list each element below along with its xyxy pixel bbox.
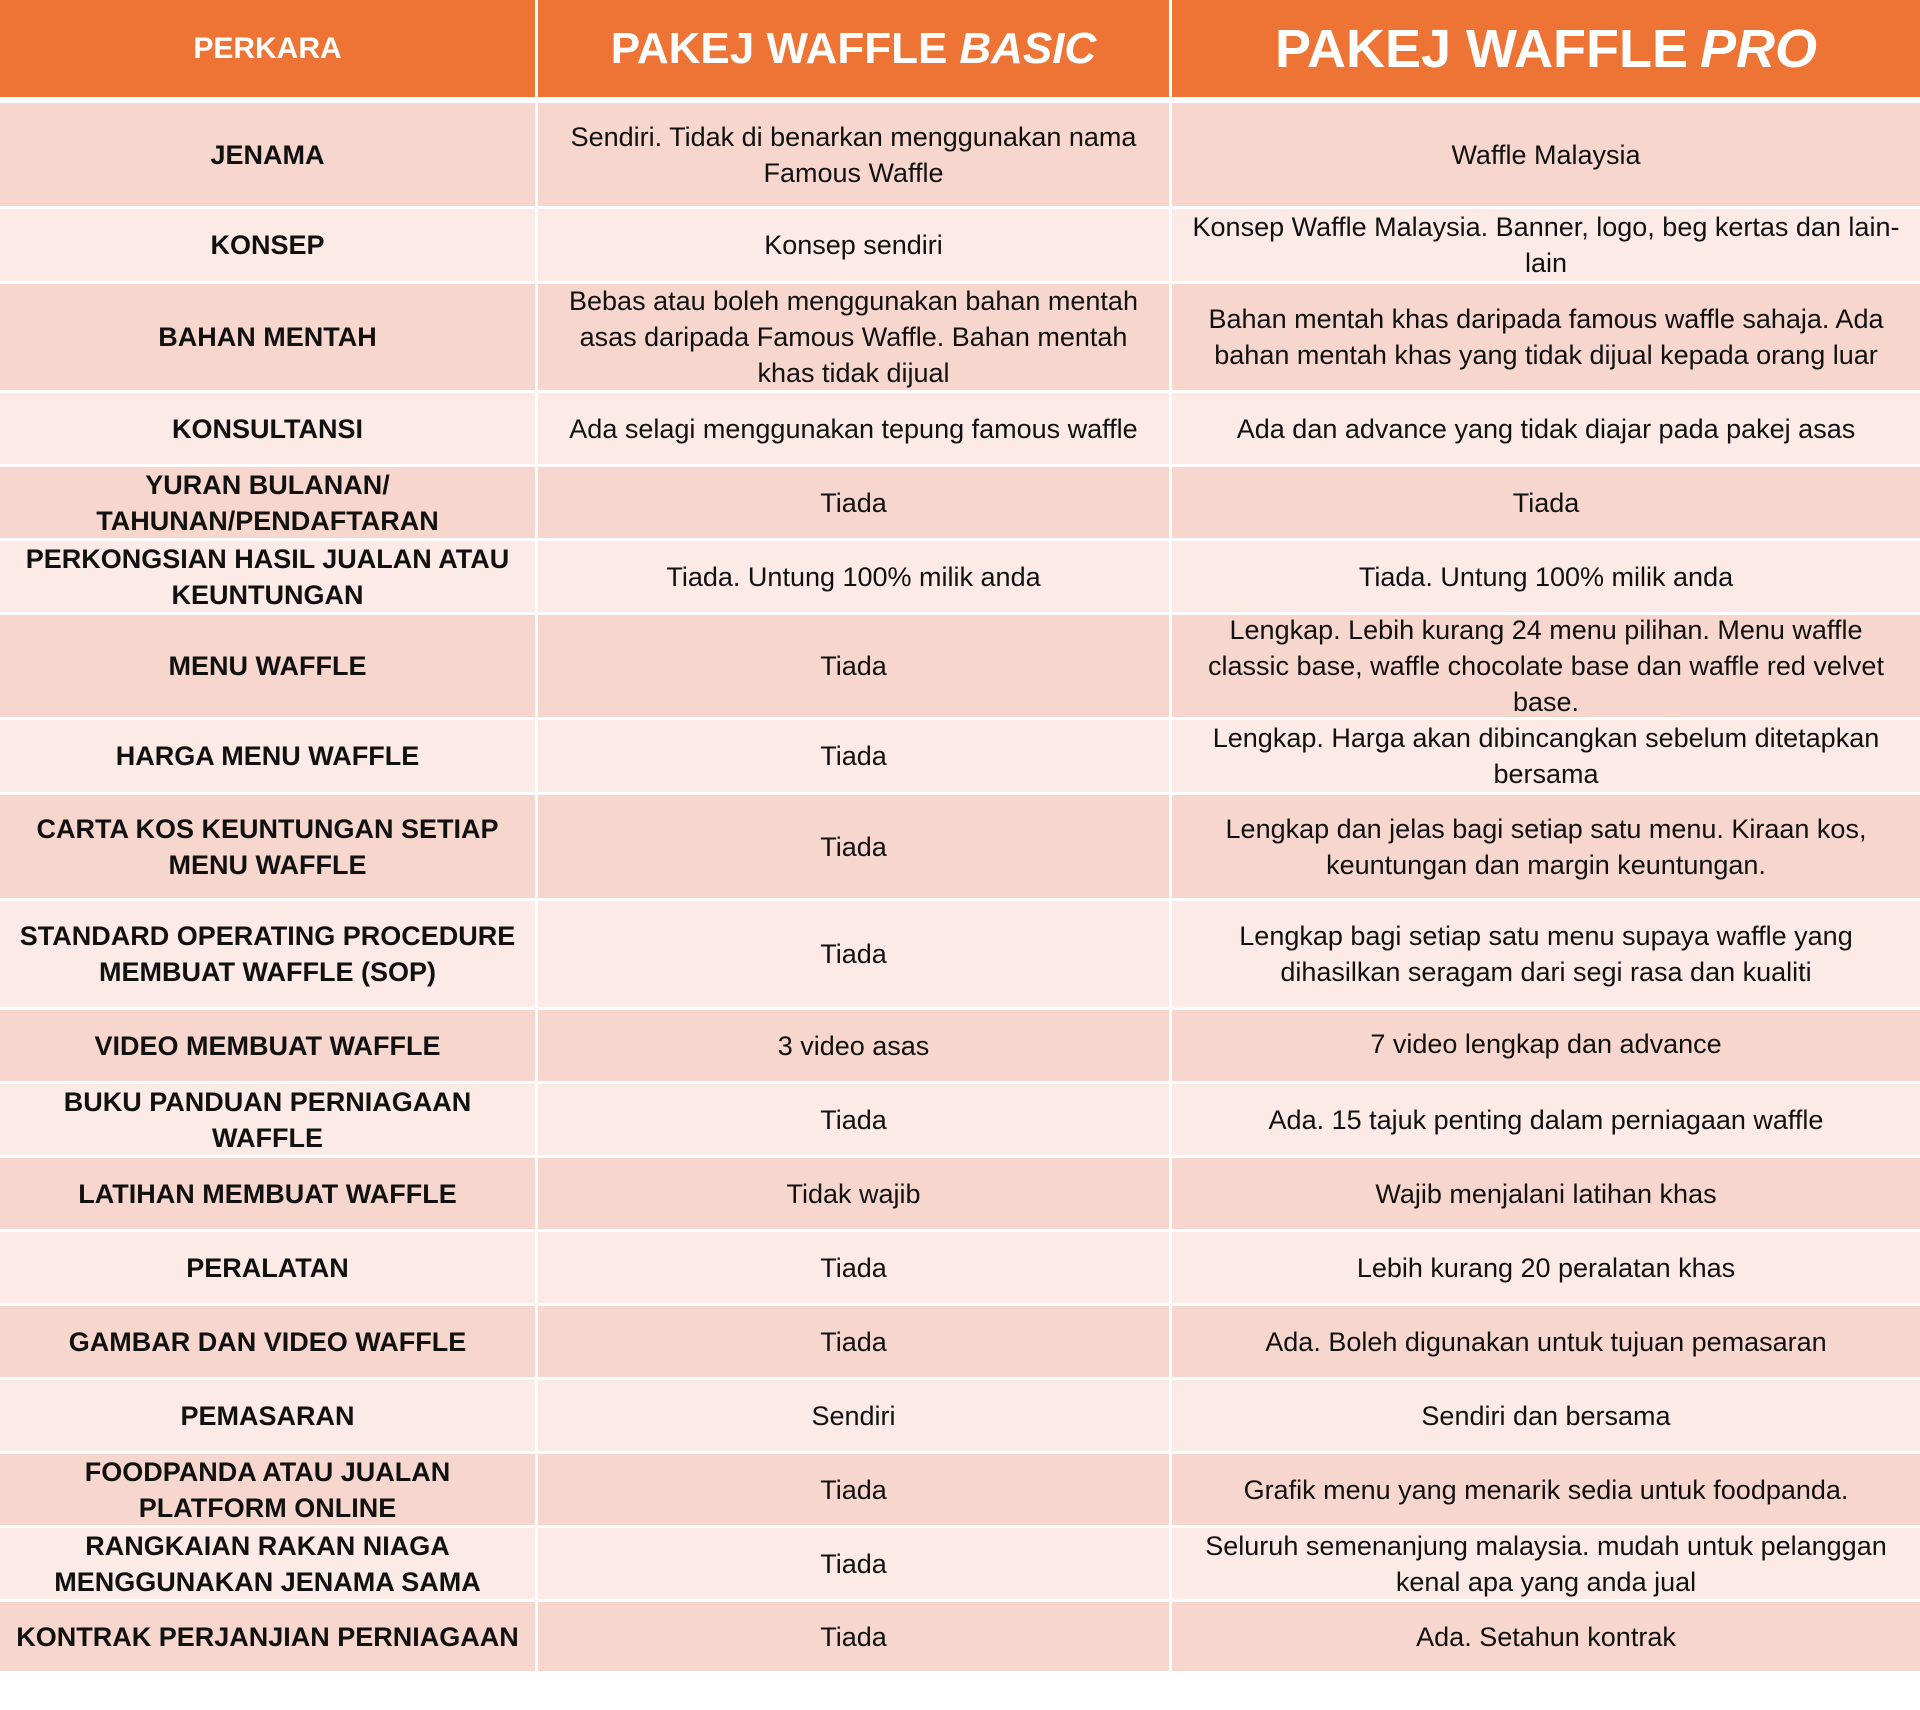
row-item: BUKU PANDUAN PERNIAGAAN WAFFLE xyxy=(0,1084,538,1155)
row-basic-value: Ada selagi menggunakan tepung famous waffle xyxy=(538,393,1172,464)
row-item: LATIHAN MEMBUAT WAFFLE xyxy=(0,1158,538,1229)
table-row xyxy=(0,1528,1920,1602)
row-basic-value: Tiada xyxy=(538,1084,1172,1155)
row-item: PERALATAN xyxy=(0,1232,538,1303)
row-item: PERKONGSIAN HASIL JUALAN ATAU KEUNTUNGAN xyxy=(0,541,538,612)
table-row xyxy=(0,1084,1920,1158)
row-pro-value: Lengkap dan jelas bagi setiap satu menu. Kiraan kos, keuntungan dan margin keuntungan. xyxy=(1225,813,1867,880)
row-item: FOODPANDA ATAU JUALAN PLATFORM ONLINE xyxy=(0,1454,538,1525)
row-basic-value: Tidak wajib xyxy=(538,1158,1172,1229)
row-basic-value: Tiada xyxy=(538,901,1172,1007)
row-basic-value: Tiada xyxy=(538,1232,1172,1303)
row-item: KONSULTANSI xyxy=(0,393,538,464)
row-pro-value: Ada. Setahun kontrak xyxy=(1416,1621,1676,1652)
table-row xyxy=(0,1380,1920,1454)
row-item: GAMBAR DAN VIDEO WAFFLE xyxy=(0,1306,538,1377)
row-pro-value: Ada dan advance yang tidak diajar pada pakej asas xyxy=(1236,413,1856,444)
row-item: BAHAN MENTAH xyxy=(0,284,538,390)
row-pro-value: Seluruh semenanjung malaysia. mudah untuk pelanggan kenal apa yang anda jual xyxy=(1205,1530,1887,1597)
row-pro-value: Tiada. Untung 100% milik anda xyxy=(1358,561,1734,592)
row-basic-value: Konsep sendiri xyxy=(538,209,1172,281)
header-basic-label: PAKEJ WAFFLE xyxy=(610,23,948,73)
row-basic-value: Bebas atau boleh menggunakan bahan mentah asas daripada Famous Waffle. Bahan mentah khas tidak dijual xyxy=(538,284,1172,390)
row-basic-value: Tiada xyxy=(538,1602,1172,1671)
row-item: MENU WAFFLE xyxy=(0,615,538,717)
row-item: KONSEP xyxy=(0,209,538,281)
table-row xyxy=(0,1232,1920,1306)
table-row xyxy=(0,541,1920,615)
row-pro-value: Ada. Boleh digunakan untuk tujuan pemasaran xyxy=(1265,1326,1827,1357)
table-row xyxy=(0,393,1920,467)
row-basic-value: Tiada xyxy=(538,615,1172,717)
table-row xyxy=(0,1010,1920,1084)
table-row xyxy=(0,720,1920,795)
row-basic-value: Tiada xyxy=(538,720,1172,792)
row-item: RANGKAIAN RAKAN NIAGA MENGGUNAKAN JENAMA SAMA xyxy=(0,1528,538,1599)
header-perkara xyxy=(0,0,538,97)
row-basic-value: Tiada xyxy=(538,795,1172,898)
row-item: HARGA MENU WAFFLE xyxy=(0,720,538,792)
row-basic-value: Sendiri. Tidak di benarkan menggunakan nama Famous Waffle xyxy=(538,103,1172,206)
table-row xyxy=(0,1454,1920,1528)
row-pro-value: Ada. 15 tajuk penting dalam perniagaan waffle xyxy=(1268,1104,1824,1135)
row-pro-value: Konsep Waffle Malaysia. Banner, logo, beg kertas dan lain-lain xyxy=(1192,212,1900,278)
row-pro-value: Lengkap bagi setiap satu menu supaya waffle yang dihasilkan seragam dari segi rasa dan kualiti xyxy=(1239,921,1853,987)
row-basic-value: Tiada. Untung 100% milik anda xyxy=(538,541,1172,612)
header-pro-label: PAKEJ WAFFLE xyxy=(1274,18,1688,79)
table-row xyxy=(0,1602,1920,1674)
row-pro-value: Waffle Malaysia xyxy=(1451,139,1641,170)
header-perkara-label: PERKARA xyxy=(193,31,342,65)
header-pro-italic: PRO xyxy=(1699,18,1818,79)
header-basic-italic: BASIC xyxy=(959,23,1097,73)
row-item: PEMASARAN xyxy=(0,1380,538,1451)
row-item: YURAN BULANAN/ TAHUNAN/PENDAFTARAN xyxy=(0,467,538,538)
row-pro-value: Sendiri dan bersama xyxy=(1421,1400,1671,1431)
row-pro-value: Bahan mentah khas daripada famous waffle sahaja. Ada bahan mentah khas yang tidak dijual kepada orang luar xyxy=(1208,304,1884,370)
row-pro-value: Lengkap. Lebih kurang 24 menu pilihan. Menu waffle classic base, waffle chocolate base dan waffle red velvet base. xyxy=(1208,615,1884,717)
table-row xyxy=(0,615,1920,720)
table-row xyxy=(0,1158,1920,1232)
row-item: VIDEO MEMBUAT WAFFLE xyxy=(0,1010,538,1081)
row-pro-value: Wajib menjalani latihan khas xyxy=(1375,1178,1717,1209)
row-basic-value: Sendiri xyxy=(538,1380,1172,1451)
row-item: KONTRAK PERJANJIAN PERNIAGAAN xyxy=(0,1602,538,1671)
table-row xyxy=(0,795,1920,901)
row-pro-value: 7 video lengkap dan advance xyxy=(1370,1029,1722,1059)
row-pro-value: Lengkap. Harga akan dibincangkan sebelum ditetapkan bersama xyxy=(1212,723,1880,789)
table-row xyxy=(0,209,1920,284)
row-basic-value: Tiada xyxy=(538,1528,1172,1599)
table-row xyxy=(0,467,1920,541)
row-item: STANDARD OPERATING PROCEDURE MEMBUAT WAFFLE (SOP) xyxy=(0,901,538,1007)
table-row xyxy=(0,1306,1920,1380)
row-item: JENAMA xyxy=(0,103,538,206)
row-basic-value: Tiada xyxy=(538,1306,1172,1377)
row-basic-value: 3 video asas xyxy=(538,1010,1172,1081)
row-pro-value: Grafik menu yang menarik sedia untuk foodpanda. xyxy=(1243,1474,1849,1505)
table-row xyxy=(0,901,1920,1010)
header-pro xyxy=(1172,0,1920,97)
table-row xyxy=(0,103,1920,209)
row-pro-value: Tiada xyxy=(1512,487,1580,518)
header-basic xyxy=(538,0,1172,97)
row-item: CARTA KOS KEUNTUNGAN SETIAP MENU WAFFLE xyxy=(0,795,538,898)
table-header xyxy=(0,0,1920,103)
row-pro-value: Lebih kurang 20 peralatan khas xyxy=(1356,1252,1736,1283)
row-basic-value: Tiada xyxy=(538,467,1172,538)
table-row xyxy=(0,284,1920,393)
row-basic-value: Tiada xyxy=(538,1454,1172,1525)
table-body xyxy=(0,103,1920,1674)
